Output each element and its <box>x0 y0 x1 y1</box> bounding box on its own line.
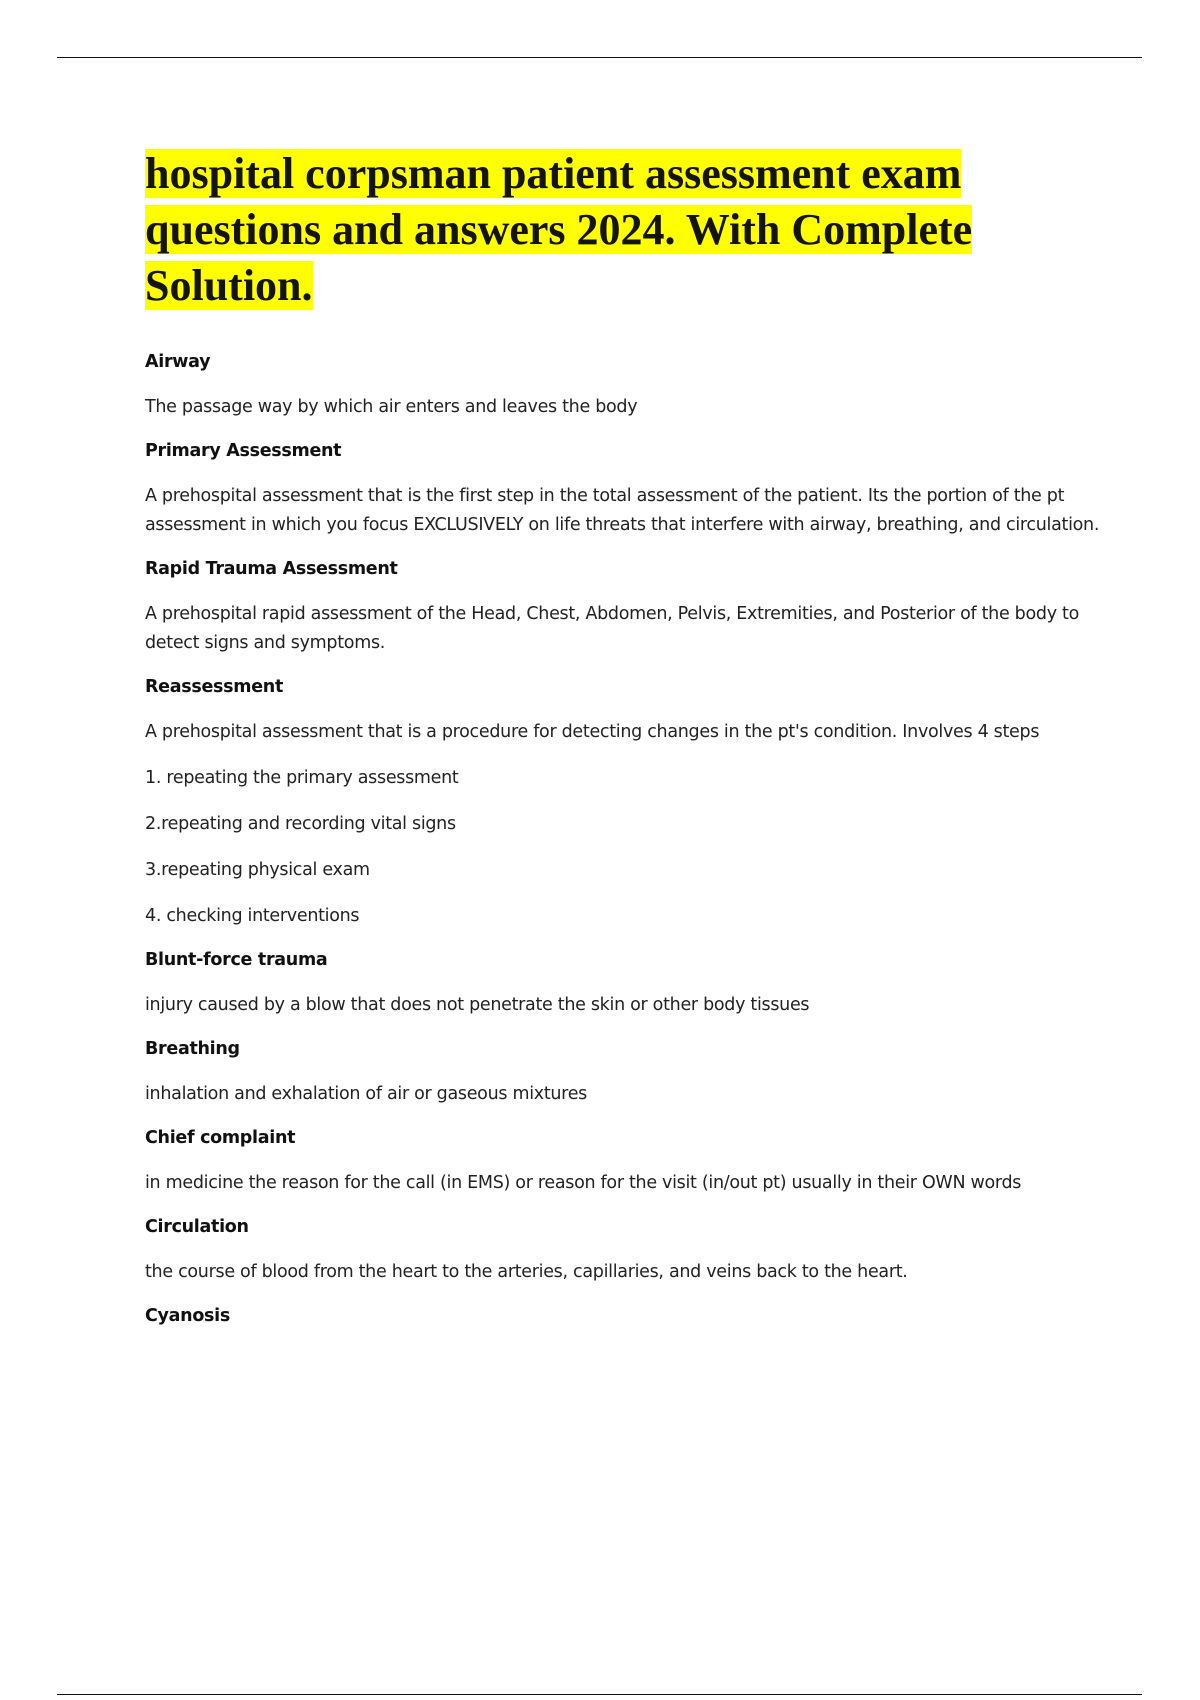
footer-rule <box>57 1694 1142 1695</box>
definition: The passage way by which air enters and leaves the body <box>145 397 638 417</box>
term: Circulation <box>145 1217 249 1237</box>
entry-rapid-trauma-assessment <box>145 557 1105 658</box>
definition: the course of blood from the heart to the arteries, capillaries, and veins back to the heart. <box>145 1262 908 1282</box>
definition-step: 3.repeating physical exam <box>145 860 370 880</box>
definition: inhalation and exhalation of air or gaseous mixtures <box>145 1084 587 1104</box>
definition: A prehospital assessment that is a procedure for detecting changes in the pt's condition. Involves 4 steps <box>145 722 1040 742</box>
entry-blunt-force-trauma <box>145 948 1105 1020</box>
term: Chief complaint <box>145 1128 296 1148</box>
term: Reassessment <box>145 677 284 697</box>
definition-step: 2.repeating and recording vital signs <box>145 814 456 834</box>
definition-step: 4. checking interventions <box>145 906 360 926</box>
document-body <box>145 146 1105 1347</box>
entry-circulation <box>145 1215 1105 1287</box>
definition: A prehospital assessment that is the first step in the total assessment of the patient. Its the portion of the pt assessment in which you focus EXCLUSIVELY on life threats that interfere with airway, breathing, and circulation. <box>145 486 1100 535</box>
definition: injury caused by a blow that does not penetrate the skin or other body tissues <box>145 995 810 1015</box>
entry-cyanosis <box>145 1304 1105 1329</box>
term: Breathing <box>145 1039 240 1059</box>
definition: A prehospital rapid assessment of the Head, Chest, Abdomen, Pelvis, Extremities, and Posterior of the body to detect signs and symptoms. <box>145 604 1079 653</box>
header-rule <box>57 57 1142 58</box>
term: Cyanosis <box>145 1306 230 1326</box>
term: Airway <box>145 352 211 372</box>
entry-breathing <box>145 1037 1105 1109</box>
title-highlight: hospital corpsman patient assessment exam questions and answers 2024. With Complete Solution. <box>145 149 973 310</box>
entry-chief-complaint <box>145 1126 1105 1198</box>
document-title <box>145 146 1105 314</box>
entry-reassessment <box>145 675 1105 931</box>
definition-step: 1. repeating the primary assessment <box>145 768 459 788</box>
entry-airway <box>145 350 1105 422</box>
term: Rapid Trauma Assessment <box>145 559 398 579</box>
term: Primary Assessment <box>145 441 342 461</box>
entry-primary-assessment <box>145 439 1105 540</box>
term: Blunt-force trauma <box>145 950 328 970</box>
definition: in medicine the reason for the call (in EMS) or reason for the visit (in/out pt) usually in their OWN words <box>145 1173 1022 1193</box>
